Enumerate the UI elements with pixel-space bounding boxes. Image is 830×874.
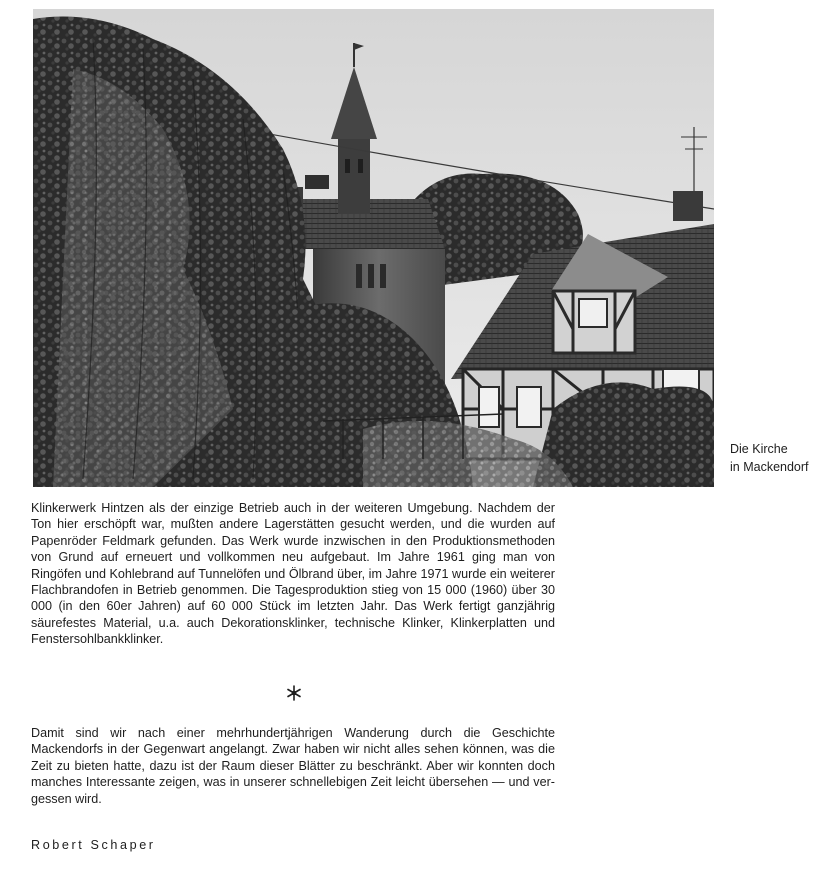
body-paragraph-2: Damit sind wir nach einer mehrhundertjährigen Wanderung durch die Geschichte Mackendorfs in der Gegenwart angelangt. Zwar haben wir nicht alles sehen können, was die Zeit zu bieten hatte, dazu ist der Raum dieser Blätter zu beschränkt. Aber wir konnten doch manches Interessante zeigen, was in unserer schnellebigen Zeit leicht übersehen — und vergessen wird. [31,726,555,806]
photo-caption [730,440,830,476]
six-pointed-star-icon [285,684,303,702]
caption-line-2: in Mackendorf [730,460,809,474]
author-name: Robert Schaper [31,838,156,852]
body-paragraph-1: Klinkerwerk Hintzen als der einzige Betrieb auch in der weiteren Umgebung. Nachdem der Ton hier erschöpft war, mußten andere Lagerstätten gesucht werden, und die wurden auf Papenröder Feldmark gefunden. Das Werk wurde inzwischen in den Produktionsmethoden von Grund auf erneuert und vollkommen neu aufgebaut. Im Jahre 1961 ging man von Ringöfen und Kohlebrand auf Tunnelöfen und Ölbrand über, im Jahre 1971 wurde ein weiterer Flachbrandofen in Betrieb genommen. Die Tagesproduktion stieg von 15 000 (1960) über 30 000 (in den 60er Jahren) auf 60 000 Stück im letzten Jahr. Das Werk fertigt ganzjährig säurefestes Material, u.a. auch Dekorationsklinker, technische Klinker, Klinkerplatten und Fenstersohlbankklinker. [31,501,555,647]
caption-line-1: Die Kirche [730,442,788,456]
church-photo [33,9,714,487]
